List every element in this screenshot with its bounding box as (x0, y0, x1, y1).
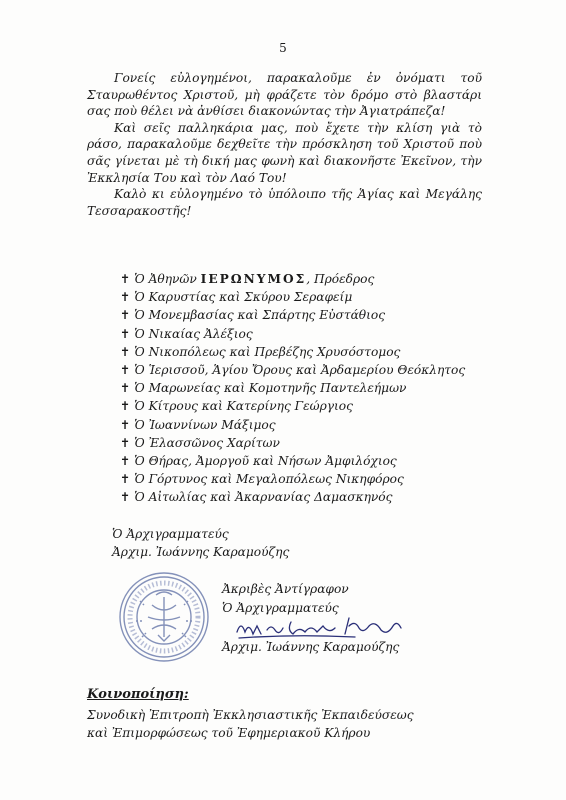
signer-text: Ὁ Ἰωαννίνων Μάξιμος (134, 417, 276, 432)
signer (120, 306, 480, 324)
signers-list (120, 270, 480, 507)
cross-icon: ✝ (120, 454, 131, 469)
cross-icon: ✝ (120, 435, 131, 450)
secretary-name: Ἀρχιμ. Ἰωάννης Καραμούζης (112, 545, 290, 559)
signer-text: Ὁ Ἱερισσοῦ, Ἁγίου Ὄρους καὶ Ἀρδαμερίου Θεόκλητος (134, 363, 466, 378)
cross-icon: ✝ (120, 308, 131, 323)
cross-icon: ✝ (120, 326, 131, 341)
cross-icon: ✝ (120, 272, 131, 286)
signer (120, 288, 480, 306)
certified-copy-name: Ἀρχιμ. Ἰωάννης Καραμούζης (222, 640, 400, 654)
cross-icon: ✝ (120, 381, 131, 396)
body-paragraph: Καλὸ κι εὐλογημένο τὸ ὑπόλοιπο τῆς Ἁγίας καὶ Μεγάλης Τεσσαρακοστῆς! (87, 187, 482, 218)
secretary-title: Ὁ Ἀρχιγραμματεύς (112, 527, 229, 541)
signer (120, 470, 480, 488)
notification-line: καὶ Ἐπιμορφώσεως τοῦ Ἐφημεριακοῦ Κλήρου (87, 726, 371, 740)
signer (120, 434, 480, 452)
cross-icon: ✝ (120, 399, 131, 414)
signer-president (120, 270, 480, 288)
signer (120, 452, 480, 470)
signer (120, 343, 480, 361)
signer-text: Ὁ Μαρωνείας καὶ Κομοτηνῆς Παντελεήμων (134, 381, 407, 396)
signer-text: Ὁ Μονεμβασίας καὶ Σπάρτης Εὐστάθιος (134, 308, 386, 323)
handwritten-signature (235, 612, 405, 642)
signer-text: Ὁ Κίτρους καὶ Κατερίνης Γεώργιος (134, 399, 353, 414)
signer (120, 488, 480, 506)
notification-title: Κοινοποίηση: (87, 687, 189, 702)
signer-text: Ὁ Καρυστίας καὶ Σκύρου Σεραφείμ (134, 290, 353, 305)
secretary-block (112, 525, 372, 561)
signer-suffix: , Πρόεδρος (306, 272, 375, 286)
certified-copy-label: Ἀκριβὲς Ἀντίγραφον (222, 582, 349, 596)
signer-name-emphasized: ΙΕΡΩΝΥΜΟΣ (200, 272, 307, 286)
cross-icon: ✝ (120, 344, 131, 359)
signer (120, 361, 480, 379)
body-paragraph: Γονείς εὐλογημένοι, παρακαλοῦμε ἐν ὀνόματι τοῦ Σταυρωθέντος Χριστοῦ, μὴ φράζετε τὸν δρόμο στὸ βλαστάρι σας ποὺ θέλει νὰ ἀνθίσει διακονώντας τὴν Ἀγιατράπεζα! (87, 71, 482, 119)
signer-prefix: Ὁ Ἀθηνῶν (134, 272, 197, 286)
signer-text: Ὁ Γόρτυνος καὶ Μεγαλοπόλεως Νικηφόρος (134, 472, 404, 487)
signer-text: Ὁ Ἐλασσῶνος Χαρίτων (134, 435, 280, 450)
signer-text: Ὁ Θήρας, Ἀμοργοῦ καὶ Νήσων Ἀμφιλόχιος (134, 454, 397, 469)
cross-icon: ✝ (120, 363, 131, 378)
cross-icon: ✝ (120, 417, 131, 432)
notification-line: Συνοδικὴ Ἐπιτροπὴ Ἐκκλησιαστικῆς Ἐκπαιδεύσεως (87, 708, 414, 722)
notification-list (87, 706, 467, 742)
signer (120, 397, 480, 415)
page-number: 5 (279, 41, 287, 55)
body-paragraph: Καὶ σεῖς παλληκάρια μας, ποὺ ἔχετε τὴν κλίση γιὰ τὸ ράσο, παρακαλοῦμε δεχθεῖτε τὴν πρόσκληση τοῦ Χριστοῦ ποὺ σᾶς γίνεται μὲ τὴ δική μας φωνὴ καὶ διακονῆστε Ἐκεῖνον, τὴν Ἐκκλησία Του καὶ τὸν Λαό Του! (87, 120, 482, 185)
certified-copy-title: Ὁ Ἀρχιγραμματεύς (222, 600, 339, 615)
signer (120, 325, 480, 343)
cross-icon: ✝ (120, 490, 131, 505)
signer (120, 379, 480, 397)
cross-icon: ✝ (120, 472, 131, 487)
cross-icon: ✝ (120, 290, 131, 305)
signer-text: Ὁ Νικαίας Ἀλέξιος (134, 326, 253, 341)
synod-seal-icon (118, 571, 210, 663)
signer-text: Ὁ Νικοπόλεως καὶ Πρεβέζης Χρυσόστομος (134, 344, 401, 359)
letter-body (87, 70, 482, 219)
signer (120, 416, 480, 434)
signer-text: Ὁ Αἰτωλίας καὶ Ἀκαρνανίας Δαμασκηνός (134, 490, 393, 505)
